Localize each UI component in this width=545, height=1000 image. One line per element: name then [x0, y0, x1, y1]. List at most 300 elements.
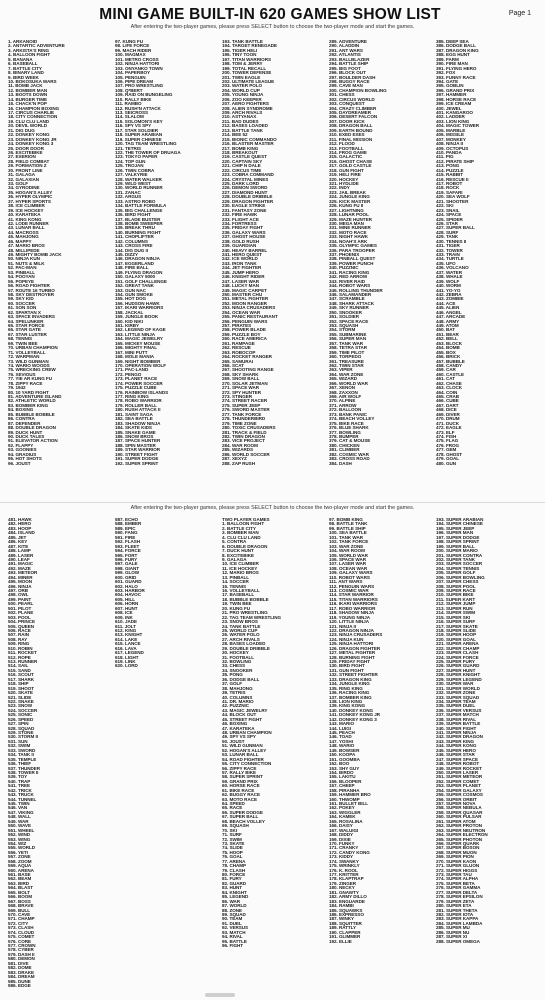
game-entry: 331. MINE RUNNER — [329, 226, 371, 231]
game-entry: 161. KIRBY — [115, 324, 140, 328]
game-entry: 372. BALLOON — [329, 408, 362, 413]
game-entry: 187. WINKY — [329, 917, 355, 922]
game-entry: 102. TANK FORCE — [329, 540, 369, 545]
game-entry: 510. ROBIN — [8, 646, 33, 651]
game-entry: 443. ZOMBIE — [436, 297, 464, 302]
game-entry: 70. URBAN CHAMPION — [8, 346, 58, 351]
game-entry: 65. RACE — [222, 806, 243, 811]
game-entry: 491. MAGIC — [8, 562, 34, 567]
game-entry: 394. GATE — [436, 79, 459, 84]
game-entry: 555. WORLD — [8, 846, 36, 851]
game-entry: 174. POWER SOCCER — [115, 381, 163, 386]
game-entry: 511. ROCKET — [8, 651, 37, 656]
game-entry: 473. ELF — [436, 430, 455, 435]
game-entry: 585. DUNE — [8, 979, 31, 984]
game-entry: 490. LEAF — [8, 557, 30, 562]
game-entry: 125. TROJAN — [115, 164, 144, 169]
game-entry: 295. BIG FOOT — [329, 66, 361, 71]
game-entry: 498. OWL — [8, 593, 29, 598]
game-entry: 553. WING — [8, 837, 31, 842]
game-entry: 235. SUPER DUEL — [436, 704, 476, 709]
game-entry: 63. SPACE INVADERS — [8, 315, 55, 320]
game-entry: 356. SUPER MAN — [329, 337, 367, 342]
game-entry: 602. HALO — [115, 584, 138, 589]
game-entry: 50. JOUST — [222, 739, 245, 744]
game-entry: 21. DIG DUG — [8, 128, 35, 133]
game-entry: 171. CRANKY — [329, 846, 359, 851]
game-entry: 214. SUPER SWIM — [436, 611, 476, 616]
game-entry: 5. BANANA — [8, 57, 33, 62]
game-entry: 100. MAGMAX — [115, 53, 146, 58]
game-entry: 421. SHOOTER — [436, 199, 469, 204]
game-entry: 96. FIGHT — [222, 944, 243, 948]
game-column-4 — [329, 40, 433, 466]
game-entry: 149. BOWSER — [329, 748, 360, 753]
game-entry: 140. BURNING FIGHT — [115, 230, 161, 235]
game-entry: 115. SOLOMON'S KEY — [115, 119, 163, 124]
game-entry: 157. IKARI WARRIORS — [115, 306, 164, 311]
game-entry: 477. GEM — [436, 448, 457, 453]
game-entry: 325. KICK MASTER — [329, 199, 371, 204]
game-entry: 56. ZIPPY RACE — [222, 766, 257, 771]
game-entry: 145. DIZZY — [115, 253, 138, 257]
game-entry: 61. BIKE RACE — [222, 788, 255, 793]
game-entry: 183. ENGUARDE — [329, 899, 365, 904]
game-entry: 111. ANT WARS — [329, 580, 363, 585]
game-entry: 179. ZINGER — [329, 881, 357, 886]
game-entry: 180. RUSH ATTACK II — [115, 408, 161, 413]
game-entry: 579. DASH II — [8, 952, 35, 957]
game-entry: 353. SQUASH — [329, 324, 359, 328]
game-entry: 116. IKARI WARRIORS — [329, 602, 378, 607]
game-entry: 376. BLUE SHARK — [329, 426, 369, 431]
game-entry: 105. PENGUIN — [115, 75, 146, 80]
game-entry: 212. SUPER JUMP — [436, 602, 476, 607]
game-entry: 378. BUMPER — [329, 434, 359, 439]
game-entry: 226. SUPER GUARD — [436, 664, 480, 669]
game-entry: 24. DONKEY KONG 3 — [8, 142, 54, 147]
game-entry: 380. CHICKEN — [329, 443, 360, 448]
game-entry: 126. DRAGON FIGHTER — [329, 646, 381, 651]
game-entry: 472. EAGLE — [436, 426, 462, 431]
game-entry: 26. EXCITEBIKE — [8, 150, 43, 155]
game-entry: 90. TEAM — [222, 917, 243, 922]
game-entry: 552. WIND — [8, 833, 31, 838]
game-entry: 268. SKY SHARK — [222, 372, 259, 377]
game-entry: 264. SUPER ELECTRON — [436, 833, 488, 838]
game-entry: 329. MAZE HUNTER — [329, 217, 372, 222]
game-entry: 21. PRO WRESTLING — [222, 611, 268, 616]
game-entry: 603. HARBOR — [115, 589, 145, 593]
game-entry: 150. GALAXY 5000 — [115, 275, 155, 280]
game-entry: 254. SUPER GALAXY — [436, 788, 482, 793]
game-entry: 500. PEARL — [8, 602, 34, 607]
game-entry: 39. ICE HOCKEY — [8, 208, 44, 213]
game-entry: 512. ROPE — [8, 655, 31, 660]
game-entry: 360. TORPEDO — [329, 355, 362, 360]
game-entry: 266. SCAT — [222, 363, 244, 368]
game-entry: 468. DICE — [436, 408, 457, 413]
game-entry: 256. SUPER ORBIT — [436, 797, 477, 802]
game-entry: 345. ROLLING THUNDER — [329, 288, 383, 293]
game-entry: 293. BALLBLAZER — [329, 57, 370, 62]
game-entry: 141. DONKEY KONG JR — [329, 713, 381, 718]
game-entry: 229. DRAGON FIGHTER — [222, 199, 274, 204]
game-entry: 72. SWIM — [222, 837, 242, 842]
game-entry: 125. NINJA HATTORI — [329, 642, 374, 647]
game-entry: 189. STAR WARRIOR — [115, 448, 161, 453]
game-entry: 70. SKI — [222, 828, 237, 833]
game-entry: 612. KING — [115, 628, 137, 633]
game-entry: 442. ZEBRA — [436, 292, 462, 297]
game-entry: 20. KUNG FU — [222, 606, 251, 611]
game-entry: 120. LITTLE NINJA — [329, 620, 369, 625]
game-entry: 273. STINGER — [222, 395, 253, 399]
game-entry: 216. BLASTER MASTER — [222, 142, 274, 147]
game-entry: 234. SUPER TEAM — [436, 699, 476, 704]
game-entry: 494. MINER — [8, 575, 33, 580]
game-entry: 355. SUBMARINE — [329, 332, 367, 337]
game-entry: 297. BOULDER DASH — [329, 75, 376, 80]
game-entry: 274. SUPER ALPHA — [436, 877, 479, 882]
game-entry: 64. SPELUNKER — [8, 319, 44, 324]
game-entry: 81. FURY — [222, 877, 242, 882]
game-entry: 306. DESERT FALCON — [329, 115, 378, 120]
game-entry: 237. SUPER MATCH — [436, 713, 479, 718]
game-entry: 284. SUPER LAMBDA — [436, 921, 483, 926]
game-entry: 327. LIGHTNING — [329, 208, 364, 213]
game-entry: 87. WORLD — [222, 904, 247, 909]
game-entry: 287. XEXYZ — [222, 457, 247, 462]
game-entry: 23. DONKEY KONG JR — [8, 137, 57, 142]
game-entry: 462. CHASE — [436, 381, 462, 386]
game-entry: 75. WRECKING CREW — [8, 368, 56, 373]
game-entry: 133. DRAGON KING — [329, 677, 372, 682]
game-entry: 67. SUPER BALL — [222, 815, 259, 820]
game-entry: 242. ICE WORLD — [222, 257, 258, 262]
game-entry: 514. SAIL — [8, 664, 29, 669]
game-entry: 615. LANCE — [115, 642, 141, 647]
game-entry: 82. GUARD — [222, 881, 247, 886]
game-entry: 215. SUPER SKI — [436, 615, 471, 620]
game-entry: 202. ULTIMATE LEAGUE — [222, 79, 275, 84]
game-entry: 608. ICE — [115, 611, 133, 616]
game-entry: 578. CYBER — [8, 948, 34, 953]
game-entry: 42. LODE RUNNER — [8, 221, 49, 226]
game-entry: 357. TANK WAR — [329, 341, 363, 346]
game-entry: 193. SUPER ARABIAN — [436, 518, 484, 522]
game-entry: 191. SUPER DODGE — [115, 457, 159, 462]
game-entry: 219. CASTLE QUEST — [222, 155, 267, 160]
game-entry: 346. SALAMANDER — [329, 292, 372, 297]
game-entry: 610. JADE — [115, 620, 138, 625]
game-entry: 107. LASER WAR — [329, 562, 367, 567]
game-entry: 412. PIRATE SHIP — [436, 159, 474, 164]
game-entry: 48. MILLIPEDE — [8, 248, 40, 253]
game-entry: 419. SAFARI — [436, 190, 463, 195]
game-entry: 483. HOOP — [8, 526, 32, 531]
game-entry: 308. DRAGON BALL — [329, 124, 373, 129]
game-entry: 588. EMBER — [115, 522, 142, 527]
game-entry: 198. SUPER SPRINT — [436, 540, 480, 545]
game-entry: 202. SUPER TANK — [436, 557, 475, 562]
game-entry: 84. BOXING — [8, 408, 34, 413]
game-entry: 46. BOXING — [222, 722, 248, 727]
game-entry: 99. MACH RIDER — [115, 48, 152, 53]
game-entry: 228. SUPER KNIGHT — [436, 673, 481, 678]
game-entry: 59. SKY KID — [8, 297, 34, 302]
game-entry: 19. TWIN BEE — [222, 602, 252, 607]
game-entry: 168. MOLE MANIA — [115, 355, 155, 360]
game-entry: 130. BIRD FIGHT — [329, 664, 365, 669]
game-entry: 33. GOLF — [8, 182, 29, 186]
game-entry: 77. YIE AR KUNG FU — [8, 377, 53, 382]
game-entry: 109. RAID ON BUNGELING — [115, 93, 173, 98]
game-entry: 314. FROG GAME — [329, 150, 367, 155]
game-entry: 208. SUPER POOL — [436, 584, 476, 589]
game-entry: 255. PANIC RESTAURANT — [222, 315, 278, 320]
game-entry: 323. JAIL BREAK — [329, 190, 366, 195]
game-entry: 220. SUPER GOAL — [436, 637, 476, 642]
game-entry: 22. TAG TEAM WRESTLING — [222, 615, 282, 620]
game-entry: 471. DUCK — [436, 421, 460, 426]
game-entry: 358. TETRA STAR — [329, 346, 368, 351]
game-entry: 570. CAVE — [8, 912, 31, 917]
game-entry: 144. LUIGI — [329, 726, 351, 731]
game-entry: 152. GREAT TANK — [115, 284, 154, 289]
game-entry: 139. BREAK THRU — [115, 226, 155, 231]
game-entry: 574. CLOUD — [8, 930, 35, 935]
game-entry: 131. ZANAC — [115, 190, 141, 195]
instruction-text-middle: After entering the two-player games, please press SELECT button to choose the two-player mode and start the games. — [130, 505, 415, 511]
game-entry: 160. KID NIKI — [115, 319, 143, 324]
game-entry: 211. BAD DUDES — [222, 119, 259, 124]
game-entry: 269. SUPER PION — [436, 855, 474, 860]
game-entry: 595. FORT — [115, 553, 138, 558]
game-entry: 235. FRIDAY FIGHT — [222, 226, 264, 231]
game-entry: 137. BOMBER KING — [329, 695, 372, 700]
game-entry: 79. CLASH — [222, 868, 246, 873]
game-entry: 140. DONKEY KONG — [329, 708, 374, 713]
game-entry: 194. SUPER CHINESE — [436, 522, 483, 527]
game-entry: 57. ROUTE 16 TURBO — [8, 288, 55, 293]
game-entry: 64. SPEED — [222, 802, 245, 806]
game-entry: 40. COLUMNS — [222, 695, 253, 700]
game-entry: 153. GUN NAC — [115, 288, 147, 293]
game-entry: 135. BIG CHALLENGE — [115, 208, 163, 213]
game-entry: 516. SCOUT — [8, 673, 34, 678]
game-entry: 607. HUNT — [115, 606, 138, 611]
game-entry: 59. GRAND PRIX — [222, 779, 258, 784]
game-entry: 613. KNIGHT — [115, 633, 143, 638]
game-entry: 387. DRAGON KING — [436, 48, 479, 53]
game-entry: 593. FLEET — [115, 544, 140, 549]
game-entry: 42. PUZZNIC — [222, 704, 250, 709]
game-entry: 56. ROAD FIGHTER — [8, 284, 50, 289]
game-entry: 217. SUPER SKATE — [436, 624, 478, 629]
game-entry: 333. NIGHT HAWK — [329, 235, 369, 240]
game-entry: 199. TOTAL RECALL — [222, 66, 267, 71]
game-entry: 49. SPY VS SPY — [222, 735, 256, 740]
game-entry: 159. JUNGLE BOOK — [115, 315, 159, 320]
game-entry: 508. RAY — [8, 637, 28, 642]
game-entry: 209. SUPER RACE — [436, 589, 476, 593]
game-entry: 475. FLAG — [436, 439, 459, 444]
game-entry: 459. CAR — [436, 368, 456, 373]
game-entry: 223. COBRA COMMAND — [222, 173, 274, 178]
game-entry: 231. FANTASY ZONE — [222, 208, 267, 213]
game-entry: 239. GUARDIAN — [222, 244, 257, 249]
game-entry: 375. BIKE RACE — [329, 421, 364, 426]
game-entry: 435. UFO — [436, 261, 456, 266]
page-number: Page 1 — [508, 10, 531, 17]
game-entry: 206. SUPER BOWLING — [436, 575, 485, 580]
game-entry: 110. RALLY BIKE — [115, 97, 152, 102]
game-entry: 89. DUCK HUNT — [8, 430, 43, 435]
game-entry: 449. ATOM — [436, 324, 459, 328]
game-entry: 183. SHADOW NINJA — [115, 421, 161, 426]
game-entry: 504. PRINCE — [8, 620, 36, 625]
game-entry: 573. CLASH — [8, 926, 34, 931]
game-entry: 278. THUNDERBIRD — [222, 417, 266, 422]
game-entry: 352. SPACE RACE — [329, 319, 369, 324]
game-entry: 418. ROCK — [436, 186, 460, 191]
game-entry: 179. ROLLER BALL — [115, 403, 157, 408]
game-entry: 400. JEWEL — [436, 106, 462, 111]
game-entry: 330. MEGA MAN — [329, 221, 364, 226]
game-entry: 17. CIRCUS CHARLIE — [8, 111, 55, 115]
game-entry: 469. DIVER — [436, 412, 460, 417]
game-entry: 228. DOUBLE DRIBBLE — [222, 195, 273, 200]
game-column-2 — [115, 40, 219, 466]
game-entry: 181. GNAWTY — [329, 890, 359, 895]
game-entry: 252. SUPER COMET — [436, 779, 480, 784]
game-entry: 144. DIG DUG II — [115, 248, 148, 253]
game-entry: 171. PAC-LAND — [115, 368, 149, 373]
game-entry: 203. SUPER SOCCER — [436, 562, 483, 567]
game-entry: 274. STREET RACER — [222, 399, 268, 404]
game-column-3 — [222, 40, 326, 466]
game-entry: 366. WORLD WAR — [329, 381, 368, 386]
game-entry: 467. DART — [436, 403, 459, 408]
game-entry: 38. MAHJONG — [222, 686, 253, 691]
game-entry: 62. SPARTAN X — [8, 310, 41, 315]
game-entry: 196. SUPER MAN — [436, 531, 474, 536]
game-entry: 481. HAWK — [8, 518, 32, 522]
game-entry: 88. DOUBLE DRAGON — [8, 426, 56, 431]
game-entry: 147. YOSHI — [329, 739, 353, 744]
game-entry: 540. TRAP — [8, 779, 31, 784]
game-entry: 447. ARCADE — [436, 315, 466, 320]
game-entry: 184. SKATE KIDS — [115, 426, 152, 431]
game-column-3 — [222, 518, 326, 948]
game-entry: 166. DAISY — [329, 824, 353, 829]
game-entry: 263. SUPER NEUTRON — [436, 828, 486, 833]
game-entry: 132. STREET FIGHTER — [329, 673, 378, 678]
game-entry: 453. BLOCK — [436, 341, 463, 346]
game-entry: 411. PIG — [436, 155, 454, 160]
game-entry: 62. BUGGY RACE — [222, 793, 261, 798]
game-entry: 129. WILD WEST — [115, 182, 151, 186]
game-entry: 34. GYRODINE — [8, 186, 40, 191]
game-entry: 156. BLOOPER — [329, 779, 362, 784]
game-entry: 433. TRAIN — [436, 253, 460, 257]
game-entry: 120. TAG TEAM WRESTLING — [115, 142, 177, 147]
game-entry: 143. MARIO — [329, 722, 355, 727]
game-entry: 169. NIGHT BOMBER — [115, 359, 161, 364]
game-entry: 217. BOMB KING — [222, 146, 259, 151]
game-entry: 250. MASTER CHU — [222, 292, 263, 297]
game-entry: 109. GALAXY WARS — [329, 571, 373, 576]
game-entry: 445. ALIEN — [436, 306, 460, 311]
game-entry: 45. MAHJONG — [8, 235, 39, 240]
game-entry: 37. HYPER SPORTS — [8, 199, 51, 204]
game-entry: 123. NINJA CRUSADERS — [329, 633, 383, 638]
game-entry: 43. LUNAR BALL — [8, 226, 45, 231]
game-entry: 282. SUPER IOTA — [436, 912, 474, 917]
game-entry: 6. BASEBALL — [8, 62, 38, 67]
game-entry: 227. DIAMOND HUNT — [222, 190, 268, 195]
game-entry: 397. HAMMER — [436, 93, 467, 98]
game-entry: 518. SHIP — [8, 682, 29, 687]
game-entry: 288. SUPER OMEGA — [436, 939, 480, 944]
game-entry: 28. FIELD COMBAT — [8, 159, 50, 164]
game-entry: 1. BALLOON FIGHT — [222, 522, 265, 527]
game-entry: 425. SPIDER — [436, 217, 463, 222]
game-entry: 324. JUNGLE KING — [329, 195, 370, 200]
game-entry: 134. BATTLE FORMULA — [115, 204, 167, 209]
game-entry: 414. PUZZLE — [436, 168, 464, 173]
game-entry: 93. GOONIES — [8, 448, 37, 453]
game-entry: 537. THUNDER — [8, 766, 41, 771]
game-entry: 98. BATTLE TANK — [329, 522, 368, 527]
game-entry: 586. EDGE — [8, 983, 31, 988]
game-entry: 122. THE TOWER OF DRUAGA — [115, 150, 181, 155]
game-entry: 148. WARIO — [329, 744, 355, 749]
game-entry: 559. AQUA — [8, 864, 32, 869]
game-entry: 178. KLAPTRAP — [329, 877, 364, 882]
game-entry: 430. TENNIS II — [436, 239, 467, 244]
game-entry: 342. RED ARROW — [329, 275, 368, 280]
game-entry: 495. MOON — [8, 580, 33, 585]
game-entry: 153. SHY GUY — [329, 766, 360, 771]
game-entry: 309. EARTH BOUND — [329, 128, 373, 133]
game-entry: 79. 1942 — [8, 386, 26, 391]
game-entry: 535. TEMPLE — [8, 757, 37, 762]
game-column-5 — [436, 518, 540, 944]
game-entry: 86. CONTRA — [8, 417, 35, 422]
game-column-1 — [8, 40, 112, 466]
game-entry: 496. NINJA — [8, 584, 32, 589]
game-entry: 284. WAR ROOM — [222, 443, 258, 448]
game-entry: 10. BOKOSUKA WARS — [8, 79, 57, 84]
game-entry: 448. ARMY — [436, 319, 460, 324]
game-entry: 15. TENNIS — [222, 584, 247, 589]
game-entry: 591. FIRE — [115, 535, 136, 540]
game-entry: 410. PANDA — [436, 150, 462, 155]
game-entry: 580. DEMON — [8, 957, 35, 962]
game-entry: 170. OPERATION WOLF — [115, 363, 167, 368]
game-entry: 424. SPACE — [436, 213, 462, 218]
game-entry: 528. SQUAD — [8, 726, 35, 731]
game-entry: 599. GLOW — [115, 571, 140, 576]
game-entry: 149. FLYING DRAGON — [115, 270, 163, 275]
game-entry: 172. CANDY KONG — [329, 850, 370, 855]
game-entry: 174. SWANKY — [329, 859, 359, 864]
game-entry: 407. MONKEY — [436, 137, 466, 142]
game-entry: 138. LION KING — [329, 699, 363, 704]
game-entry: 176. K. ROOL — [329, 868, 358, 873]
